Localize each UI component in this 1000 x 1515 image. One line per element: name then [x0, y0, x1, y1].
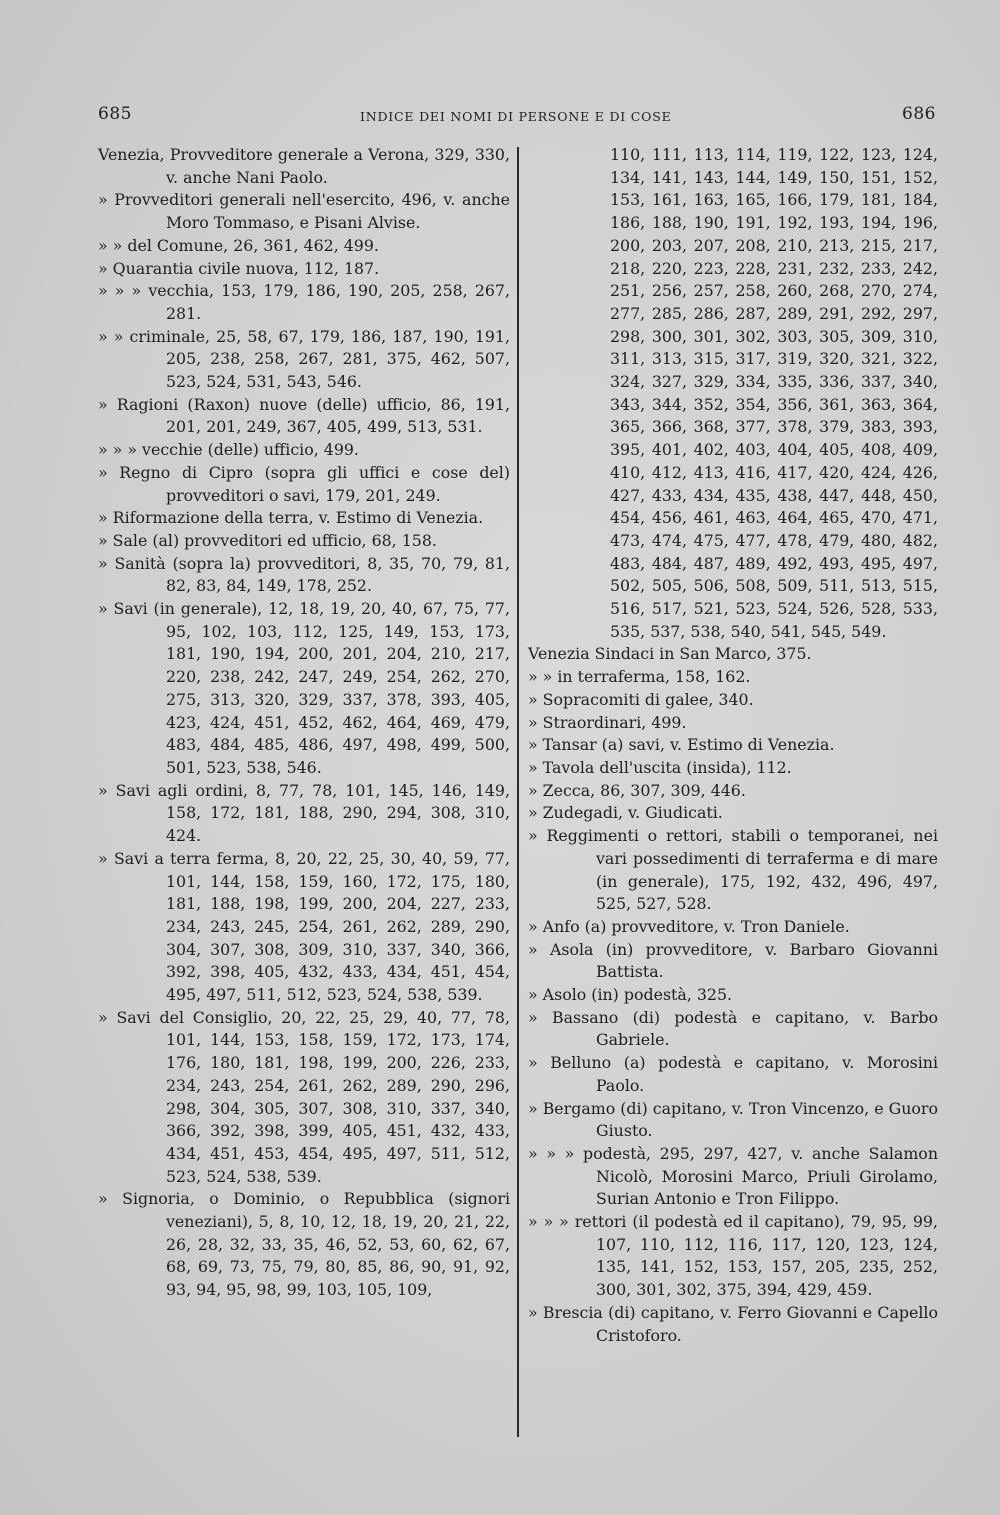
index-entry: » Straordinari, 499. — [528, 712, 687, 732]
index-entry: » » » rettori (il podestà ed il capitano), 79, 95, 99, 107, 110, 112, 116, 117, 120, 123, 124, 135, 141, 152, 153, 157, 205, 235, 252, 300, 301, 302, 375, 394, 429, 459. — [528, 1212, 938, 1300]
index-entry: » Belluno (a) podestà e capitano, v. Morosini Paolo. — [528, 1053, 938, 1095]
index-entry: » » » vecchia, 153, 179, 186, 190, 205, 258, 267, 281. — [98, 281, 510, 323]
index-entry: » Sopracomiti di galee, 340. — [528, 689, 754, 709]
index-entry: » Sale (al) provveditori ed ufficio, 68, 158. — [98, 530, 437, 550]
index-entry: » Asola (in) provveditore, v. Barbaro Giovanni Battista. — [528, 939, 938, 982]
index-entry: » Savi del Consiglio, 20, 22, 25, 29, 40, 77, 78, 101, 144, 153, 158, 159, 172, 173, 174, 176, 180, 181, 198, 199, 200, 226, 233, 234, 243, 254, 261, 262, 289, 290, 296, 298, 304, 305, 307, 308, 310, 337, 340, 366, 392, 398, 399, 405, 451, 432, 433, 434, 451, 453, 454, 495, 497, 511, 512, 523, 524, 538, 539. — [98, 1007, 510, 1186]
index-entry: » » del Comune, 26, 361, 462, 499. — [98, 235, 379, 255]
index-entry: » Signoria, o Dominio, o Repubblica (signori veneziani), 5, 8, 10, 12, 18, 19, 20, 21, 22, 26, 28, 32, 33, 35, 46, 52, 53, 60, 62, 67, 68, 69, 73, 75, 79, 80, 85, 86, 90, 91, 92, 93, 94, 95, 98, 99, 103, 105, 109, — [98, 1189, 510, 1300]
page-number-right: 686 — [902, 104, 936, 124]
index-entry: » » criminale, 25, 58, 67, 179, 186, 187, 190, 191, 205, 238, 258, 267, 281, 375, 462, 507, 523, 524, 531, 543, 546. — [98, 326, 510, 392]
index-entry: » Provveditori generali nell'esercito, 496, v. anche Moro Tommaso, e Pisani Alvise. — [98, 190, 510, 233]
index-entry: » Ragioni (Raxon) nuove (delle) ufficio, 86, 191, 201, 201, 249, 367, 405, 499, 513, 531. — [98, 394, 510, 437]
index-entry: » Zudegadi, v. Giudicati. — [528, 803, 723, 823]
index-entry: » Bassano (di) podestà e capitano, v. Barbo Gabriele. — [528, 1007, 938, 1050]
index-entry: » Tavola dell'uscita (insida), 112. — [528, 757, 792, 777]
index-entry: » Sanità (sopra la) provveditori, 8, 35, 70, 79, 81, 82, 83, 84, 149, 178, 252. — [98, 553, 510, 596]
index-entry: » » » vecchie (delle) ufficio, 499. — [98, 440, 359, 460]
index-entry: Venezia Sindaci in San Marco, 375. — [528, 644, 812, 664]
index-entry: » Tansar (a) savi, v. Estimo di Venezia. — [528, 735, 835, 755]
index-entry: » Riformazione della terra, v. Estimo di Venezia. — [98, 508, 484, 528]
column-divider — [517, 147, 519, 1437]
index-entry: » » in terraferma, 158, 162. — [528, 667, 751, 687]
index-entry: » Savi a terra ferma, 8, 20, 22, 25, 30, 40, 59, 77, 101, 144, 158, 159, 160, 172, 175, 180, 181, 188, 198, 199, 200, 204, 227, 233, 234, 243, 245, 254, 261, 262, 289, 290, 304, 307, 308, 309, 310, 337, 340, 366, 392, 398, 405, 432, 433, 434, 451, 454, 495, 497, 511, 512, 523, 524, 538, 539. — [98, 848, 510, 1005]
left-column — [98, 144, 510, 1302]
index-entry: » Quarantia civile nuova, 112, 187. — [98, 258, 380, 278]
page-number-left: 685 — [98, 104, 132, 124]
index-entry: » Bergamo (di) capitano, v. Tron Vincenzo, e Guoro Giusto. — [528, 1098, 938, 1141]
index-entry: » Reggimenti o rettori, stabili o temporanei, nei vari possedimenti di terraferma e di mare (in generale), 175, 192, 432, 496, 497, 525, 527, 528. — [528, 826, 938, 914]
index-entry: » » » podestà, 295, 297, 427, v. anche Salamon Nicolò, Morosini Marco, Priuli Girolamo, Surian Antonio e Tron Filippo. — [528, 1143, 938, 1209]
index-entry: » Savi (in generale), 12, 18, 19, 20, 40, 67, 75, 77, 95, 102, 103, 112, 125, 149, 153, 173, 181, 190, 194, 200, 201, 204, 210, 217, 220, 238, 242, 247, 249, 254, 262, 270, 275, 313, 320, 329, 337, 378, 393, 405, 423, 424, 451, 452, 462, 464, 469, 479, 483, 484, 485, 486, 497, 498, 499, 500, 501, 523, 538, 546. — [98, 599, 510, 777]
index-entry: » Regno di Cipro (sopra gli uffici e cose del) provveditori o savi, 179, 201, 249. — [98, 462, 510, 505]
index-entry: » Anfo (a) provveditore, v. Tron Daniele. — [528, 916, 850, 936]
index-entry: » Brescia (di) capitano, v. Ferro Giovanni e Capello Cristoforo. — [528, 1302, 938, 1345]
index-entry: Venezia, Provveditore generale a Verona, 329, 330, v. anche Nani Paolo. — [98, 145, 510, 187]
index-entry: » Asolo (in) podestà, 325. — [528, 985, 733, 1005]
running-title: INDICE DEI NOMI DI PERSONE E DI COSE — [360, 109, 672, 124]
index-entry: » Zecca, 86, 307, 309, 446. — [528, 780, 746, 800]
index-entry-continuation: 110, 111, 113, 114, 119, 122, 123, 124, 134, 141, 143, 144, 149, 150, 151, 152, 153, 161, 163, 165, 166, 179, 181, 184, 186, 188, 190, 191, 192, 193, 194, 196, 200, 203, 207, 208, 210, 213, 215, 217, 218, 220, 223, 228, 231, 232, 233, 242, 251, 256, 257, 258, 260, 268, 270, 274, 277, 285, 286, 287, 289, 291, 292, 297, 298, 300, 301, 302, 303, 305, 309, 310, 311, 313, 315, 317, 319, 320, 321, 322, 324, 327, 329, 334, 335, 336, 337, 340, 343, 344, 352, 354, 356, 361, 363, 364, 365, 366, 368, 377, 378, 379, 383, 393, 395, 401, 402, 403, 404, 405, 408, 409, 410, 412, 413, 416, 417, 420, 424, 426, 427, 433, 434, 435, 438, 447, 448, 450, 454, 456, 461, 463, 464, 465, 470, 471, 473, 474, 475, 477, 478, 479, 480, 482, 483, 484, 487, 489, 492, 493, 495, 497, 502, 505, 506, 508, 509, 511, 513, 515, 516, 517, 521, 523, 524, 526, 528, 533, 535, 537, 538, 540, 541, 545, 549. — [610, 145, 938, 641]
right-column — [528, 144, 938, 1347]
index-entry: » Savi agli ordini, 8, 77, 78, 101, 145, 146, 149, 158, 172, 181, 188, 290, 294, 308, 310, 424. — [98, 780, 510, 846]
